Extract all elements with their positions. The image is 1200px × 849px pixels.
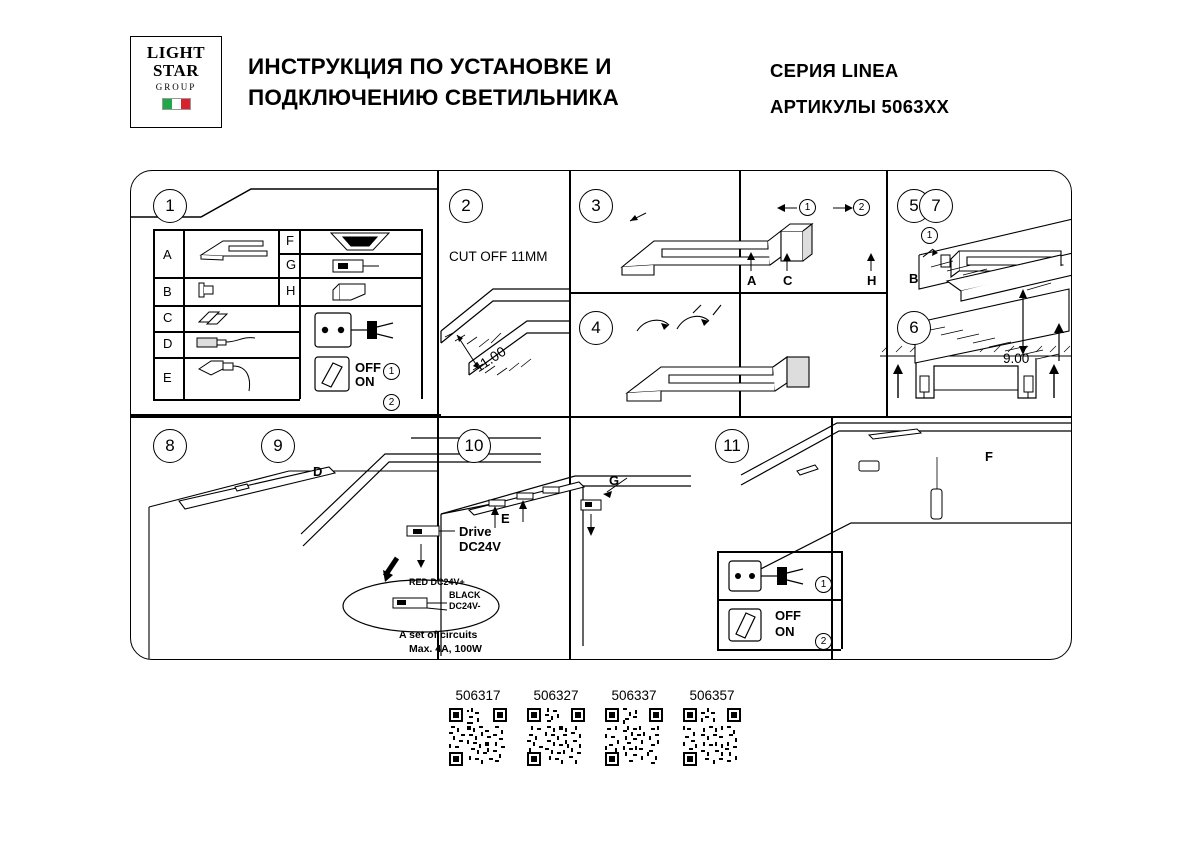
table-line — [717, 551, 719, 649]
step11-label-f: F — [985, 449, 993, 464]
label-off: OFF — [355, 360, 381, 375]
dimension-label-9: 9.00 — [1003, 351, 1030, 366]
part-label-a: A — [163, 247, 172, 262]
driver-box-icon — [311, 256, 409, 276]
table-line — [153, 399, 300, 401]
ceiling-cut-drawing — [441, 271, 569, 411]
step3-label-h: H — [867, 273, 877, 288]
step11-socket-badge: 1 — [815, 576, 832, 593]
step-badge-3: 3 — [579, 189, 613, 223]
qr-label: 506357 — [689, 688, 735, 703]
step3-profile-drawing — [618, 201, 743, 291]
qr-code-icon — [605, 708, 663, 766]
step9-label-drive: Drive — [459, 524, 492, 539]
step9-label-dc: DC24V — [459, 539, 501, 554]
qr-item — [674, 688, 750, 771]
qr-label: 506317 — [455, 688, 501, 703]
table-line — [299, 305, 421, 307]
articles-label: АРТИКУЛЫ 5063ХХ — [770, 96, 950, 117]
step-badge-5: 5 — [897, 189, 931, 223]
diagram-frame — [130, 170, 1072, 660]
table-line — [421, 229, 423, 399]
qr-item — [440, 688, 516, 771]
qr-label: 506337 — [611, 688, 657, 703]
step9-label-black2: DC24V- — [449, 601, 481, 611]
step-badge-2: 2 — [449, 189, 483, 223]
step11-label-off: OFF — [775, 608, 801, 623]
step10-label-e: E — [501, 511, 510, 526]
step3-mini-badge-1: 1 — [799, 199, 816, 216]
step9-label-black: BLACK — [449, 590, 481, 600]
step-badge-11: 11 — [715, 429, 749, 463]
part-label-c: C — [163, 310, 173, 325]
step3-label-c: C — [783, 273, 793, 288]
step3-mini-badge-2: 2 — [853, 199, 870, 216]
step11-switch-badge: 2 — [815, 633, 832, 650]
table-line — [153, 229, 155, 399]
divider — [569, 171, 571, 416]
endcap-part-icon — [193, 279, 233, 303]
recessed-frame-icon — [311, 231, 409, 253]
part-label-f: F — [286, 233, 294, 248]
divider-main-horizontal — [131, 416, 1072, 418]
dimension-label-11: 11.00 — [471, 343, 509, 375]
series-label: СЕРИЯ LINEA — [770, 60, 899, 81]
italian-flag-icon — [162, 98, 191, 110]
step4-install-drawing — [621, 301, 751, 411]
step9-label-d: D — [313, 464, 323, 479]
step1-switch-badge: 2 — [383, 394, 400, 411]
brand-logo — [130, 36, 222, 128]
connector-cable-icon — [193, 331, 273, 357]
step9-label-set2: Max. 4A, 100W — [409, 643, 482, 655]
logo-line-2: STAR — [152, 61, 200, 80]
part-label-g: G — [286, 257, 297, 272]
table-line — [278, 229, 280, 305]
step5-label-b: B — [909, 271, 919, 286]
step-badge-1: 1 — [153, 189, 187, 223]
table-line — [299, 229, 301, 399]
part-label-h: H — [286, 283, 296, 298]
table-line — [717, 551, 841, 553]
step3-callout-arrows — [741, 249, 891, 275]
step3-label-a: A — [747, 273, 757, 288]
step9-label-set1: A set of circuits — [399, 629, 478, 641]
logo-line-3: GROUP — [155, 82, 197, 92]
step-badge-9: 9 — [261, 429, 295, 463]
step11-label-on: ON — [775, 624, 795, 639]
step-badge-8: 8 — [153, 429, 187, 463]
corner-bracket-icon — [311, 281, 409, 303]
qr-item — [596, 688, 672, 771]
part-label-e: E — [163, 370, 172, 385]
step-badge-10: 10 — [457, 429, 491, 463]
part-label-d: D — [163, 336, 173, 351]
qr-code-row — [440, 688, 770, 798]
profile-part-icon — [193, 233, 273, 273]
part-label-b: B — [163, 284, 172, 299]
step-badge-6: 6 — [897, 311, 931, 345]
clip-part-icon — [193, 306, 243, 330]
qr-code-icon — [449, 708, 507, 766]
step5-mini-badge-1: 1 — [921, 227, 938, 244]
step1-socket-badge: 1 — [383, 363, 400, 380]
page-title: ИНСТРУКЦИЯ ПО УСТАНОВКЕ И ПОДКЛЮЧЕНИЮ СВЕТИЛЬНИКА — [248, 54, 619, 110]
step-badge-7: 7 — [919, 189, 953, 223]
logo-line-1: LIGHT — [146, 43, 206, 62]
step-badge-4: 4 — [579, 311, 613, 345]
qr-code-icon — [527, 708, 585, 766]
power-lead-icon — [193, 357, 283, 399]
step9-label-red: RED DC24V+ — [409, 577, 465, 587]
qr-label: 506327 — [533, 688, 579, 703]
qr-code-icon — [683, 708, 741, 766]
divider — [569, 292, 886, 294]
table-line — [183, 229, 185, 399]
label-on: ON — [355, 374, 375, 389]
document-header — [130, 36, 1070, 131]
qr-item — [518, 688, 594, 771]
cut-off-label: CUT OFF 11MM — [449, 249, 548, 264]
step10-label-g: G — [609, 473, 620, 488]
